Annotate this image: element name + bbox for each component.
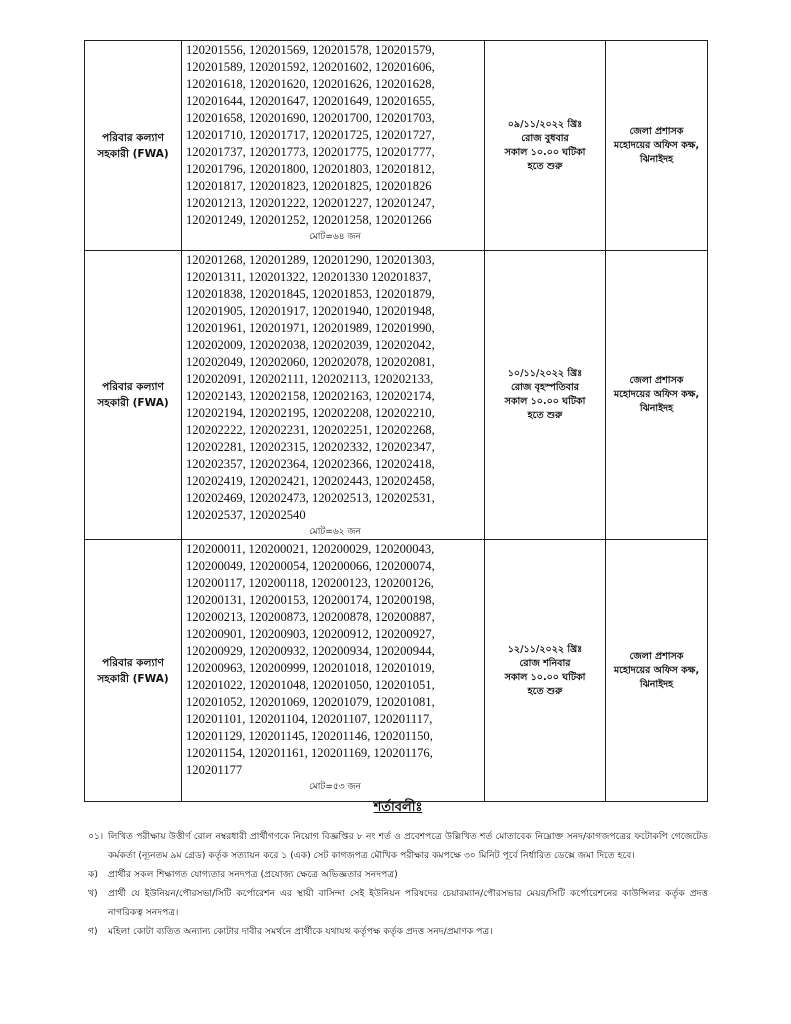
roll-number-line: 120201658, 120201690, 120201700, 120201703, — [186, 111, 435, 125]
term-text: লিখিত পরীক্ষায় উত্তীর্ণ রোল নম্বরধারী প্রার্থীগণকে নিয়োগ বিজ্ঞপ্তির ৮ নং শর্ত ও প্রবেশপত্রে উল্লিখিত শর্ত মোতাবেক নিম্নোক্ত সনদ/কাগজপত্রের ফটোকপি গেজেটেড কর্মকর্তা (ন্যূনতম ৯ম গ্রেড) কর্তৃক সত্যায়ন করে ১ (এক) সেট কাগজপত্র মৌখিক পরীক্ষার কমপক্ষে ৩০ মিনিট পূর্বে নির্ধারিত ডেক্সে জমা দিতে হবে। — [108, 831, 708, 861]
roll-number-line: 120202091, 120202111, 120202113, 120202133, — [186, 372, 434, 386]
exam-date-line: রোজ বুধবার — [521, 132, 569, 144]
roll-number-line: 120201644, 120201647, 120201649, 120201655, — [186, 94, 435, 108]
roll-number-line: 120201101, 120201104, 120201107, 120201117, — [186, 712, 433, 726]
exam-date-line: হতে শুরু — [527, 685, 563, 697]
roll-number-line: 120201154, 120201161, 120201169, 120201176, — [186, 746, 433, 760]
post-name-cell — [85, 41, 182, 251]
roll-number-line: 120200901, 120200903, 120200912, 120200927, — [186, 627, 435, 641]
roll-number-line: 120200011, 120200021, 120200029, 120200043, — [186, 542, 435, 556]
roll-number-line: 120200929, 120200932, 120200934, 120200944, — [186, 644, 435, 658]
roll-number-line: 120201311, 120201322, 120201330 120201837, — [186, 270, 432, 284]
post-name-cell — [85, 540, 182, 802]
roll-number-line: 120201838, 120201845, 120201853, 120201879, — [186, 287, 435, 301]
roll-number-line: 120202469, 120202473, 120202513, 120202531, — [186, 491, 435, 505]
venue-line: ঝিনাইদহ — [639, 153, 674, 165]
exam-date-line: ১০/১১/২০২২ খ্রিঃ — [507, 368, 583, 379]
post-name-line: সহকারী (FWA) — [97, 397, 169, 409]
exam-date-cell — [485, 251, 606, 540]
roll-numbers-cell — [182, 41, 485, 251]
exam-date-line: রোজ বৃহস্পতিবার — [511, 382, 579, 393]
term-text: মহিলা কোটা ব্যতিত অন্যান্য কোটার দাবীর সমর্থনে প্রার্থীকে যথাযথ কর্তৃপক্ষ কর্তৃক প্রদত্ত সনদ/প্রমাণক পত্র। — [108, 926, 493, 937]
roll-number-line: 120201177 — [186, 763, 243, 777]
roll-number-line: 120201052, 120201069, 120201079, 120201081, — [186, 695, 435, 709]
roll-numbers-cell — [182, 540, 485, 802]
total-count: মোট=৬২ জন — [309, 527, 361, 537]
venue-line: মহোদয়ের অফিস কক্ষ, — [613, 389, 700, 400]
post-name-line: পরিবার কল্যাণ — [102, 131, 164, 144]
venue-line: জেলা প্রশাসক — [629, 650, 684, 662]
term-item — [88, 922, 708, 941]
term-marker: ০১। — [88, 831, 104, 842]
schedule-row — [85, 41, 708, 251]
exam-date-line: হতে শুরু — [527, 160, 563, 172]
post-name-line: পরিবার কল্যাণ — [102, 656, 164, 669]
roll-number-line: 120201556, 120201569, 120201578, 120201579, — [186, 43, 435, 57]
exam-date-line: সকাল ১০.০০ ঘটিকা — [504, 146, 586, 158]
roll-number-line: 120201268, 120201289, 120201290, 120201303, — [186, 253, 435, 267]
venue-line: মহোদয়ের অফিস কক্ষ, — [613, 139, 700, 151]
schedule-row — [85, 251, 708, 540]
roll-number-line: 120200963, 120200999, 120201018, 120201019, — [186, 661, 435, 675]
roll-number-line: 120202194, 120202195, 120202208, 120202210, — [186, 406, 435, 420]
venue-line: ঝিনাইদহ — [639, 403, 674, 414]
roll-number-line: 120201022, 120201048, 120201050, 120201051, — [186, 678, 435, 692]
term-item — [88, 827, 708, 865]
roll-number-line: 120202281, 120202315, 120202332, 120202347, — [186, 440, 435, 454]
exam-date-line: সকাল ১০.০০ ঘটিকা — [504, 396, 586, 407]
roll-number-line: 120201589, 120201592, 120201602, 120201606, — [186, 60, 435, 74]
venue-line: জেলা প্রশাসক — [629, 375, 684, 386]
exam-date-line: রোজ শনিবার — [519, 657, 571, 669]
exam-date-line: ০৯/১১/২০২২ খ্রিঃ — [507, 118, 583, 130]
roll-number-line: 120202419, 120202421, 120202443, 120202458, — [186, 474, 435, 488]
terms-title: শর্তাবলীঃ — [373, 800, 423, 815]
post-name-line: পরিবার কল্যাণ — [102, 381, 164, 393]
exam-date-cell — [485, 540, 606, 802]
roll-number-line: 120202222, 120202231, 120202251, 120202268, — [186, 423, 435, 437]
schedule-table — [84, 40, 708, 802]
roll-number-line: 120201213, 120201222, 120201227, 120201247, — [186, 196, 435, 210]
post-name-line: সহকারী (FWA) — [97, 672, 169, 685]
exam-date-line: সকাল ১০.০০ ঘটিকা — [504, 671, 586, 683]
term-item — [88, 884, 708, 922]
term-marker: গ) — [88, 926, 98, 937]
venue-line: ঝিনাইদহ — [639, 678, 674, 690]
exam-date-line: ১২/১১/২০২২ খ্রিঃ — [507, 643, 583, 655]
roll-number-line: 120200131, 120200153, 120200174, 120200198, — [186, 593, 435, 607]
venue-line: মহোদয়ের অফিস কক্ষ, — [613, 664, 700, 676]
post-name-cell — [85, 251, 182, 540]
term-text: প্রার্থীর সকল শিক্ষাগত যোগ্যতার সনদপত্র (প্রযোজ্য ক্ষেত্রে অভিজ্ঞতার সনদপত্র) — [108, 869, 398, 880]
roll-number-line: 120202357, 120202364, 120202366, 120202418, — [186, 457, 435, 471]
term-text: প্রার্থী যে ইউনিয়ন/পৌরসভা/সিটি কর্পোরেশন এর স্থায়ী বাসিন্দা সেই ইউনিয়ন পরিষদের চেয়ারম্যান/পৌরসভার মেয়র/সিটি কর্পোরেশনের কাউন্সিলর কর্তৃক প্রদত্ত নাগরিকত্ব সনদপত্র। — [108, 888, 708, 918]
exam-date-line: হতে শুরু — [527, 410, 563, 421]
roll-number-line: 120201710, 120201717, 120201725, 120201727, — [186, 128, 435, 142]
roll-number-line: 120201961, 120201971, 120201989, 120201990, — [186, 321, 435, 335]
term-marker: খ) — [88, 888, 98, 899]
roll-number-line: 120200049, 120200054, 120200066, 120200074, — [186, 559, 435, 573]
venue-cell — [606, 540, 708, 802]
roll-number-line: 120202009, 120202038, 120202039, 120202042, — [186, 338, 435, 352]
venue-cell — [606, 41, 708, 251]
roll-number-line: 120202049, 120202060, 120202078, 120202081, — [186, 355, 435, 369]
roll-number-line: 120201618, 120201620, 120201626, 120201628, — [186, 77, 435, 91]
terms-section — [88, 798, 708, 941]
roll-number-line: 120202537, 120202540 — [186, 508, 306, 522]
roll-number-line: 120202143, 120202158, 120202163, 120202174, — [186, 389, 435, 403]
term-marker: ক) — [88, 869, 99, 880]
roll-numbers-cell — [182, 251, 485, 540]
schedule-row — [85, 540, 708, 802]
roll-number-line: 120200117, 120200118, 120200123, 120200126, — [186, 576, 434, 590]
term-item — [88, 865, 708, 884]
exam-date-cell — [485, 41, 606, 251]
venue-cell — [606, 251, 708, 540]
roll-number-line: 120201796, 120201800, 120201803, 120201812, — [186, 162, 435, 176]
roll-number-line: 120201737, 120201773, 120201775, 120201777, — [186, 145, 435, 159]
roll-number-line: 120201249, 120201252, 120201258, 120201266 — [186, 213, 432, 227]
terms-list — [88, 827, 708, 941]
roll-number-line: 120201905, 120201917, 120201940, 120201948, — [186, 304, 435, 318]
roll-number-line: 120201817, 120201823, 120201825, 120201826 — [186, 179, 432, 193]
total-count: মোট=৬৪ জন — [309, 232, 361, 242]
roll-number-line: 120201129, 120201145, 120201146, 120201150, — [186, 729, 433, 743]
post-name-line: সহকারী (FWA) — [97, 147, 169, 160]
venue-line: জেলা প্রশাসক — [629, 125, 684, 137]
roll-number-line: 120200213, 120200873, 120200878, 120200887, — [186, 610, 435, 624]
total-count: মোট=৫৩ জন — [309, 782, 361, 792]
